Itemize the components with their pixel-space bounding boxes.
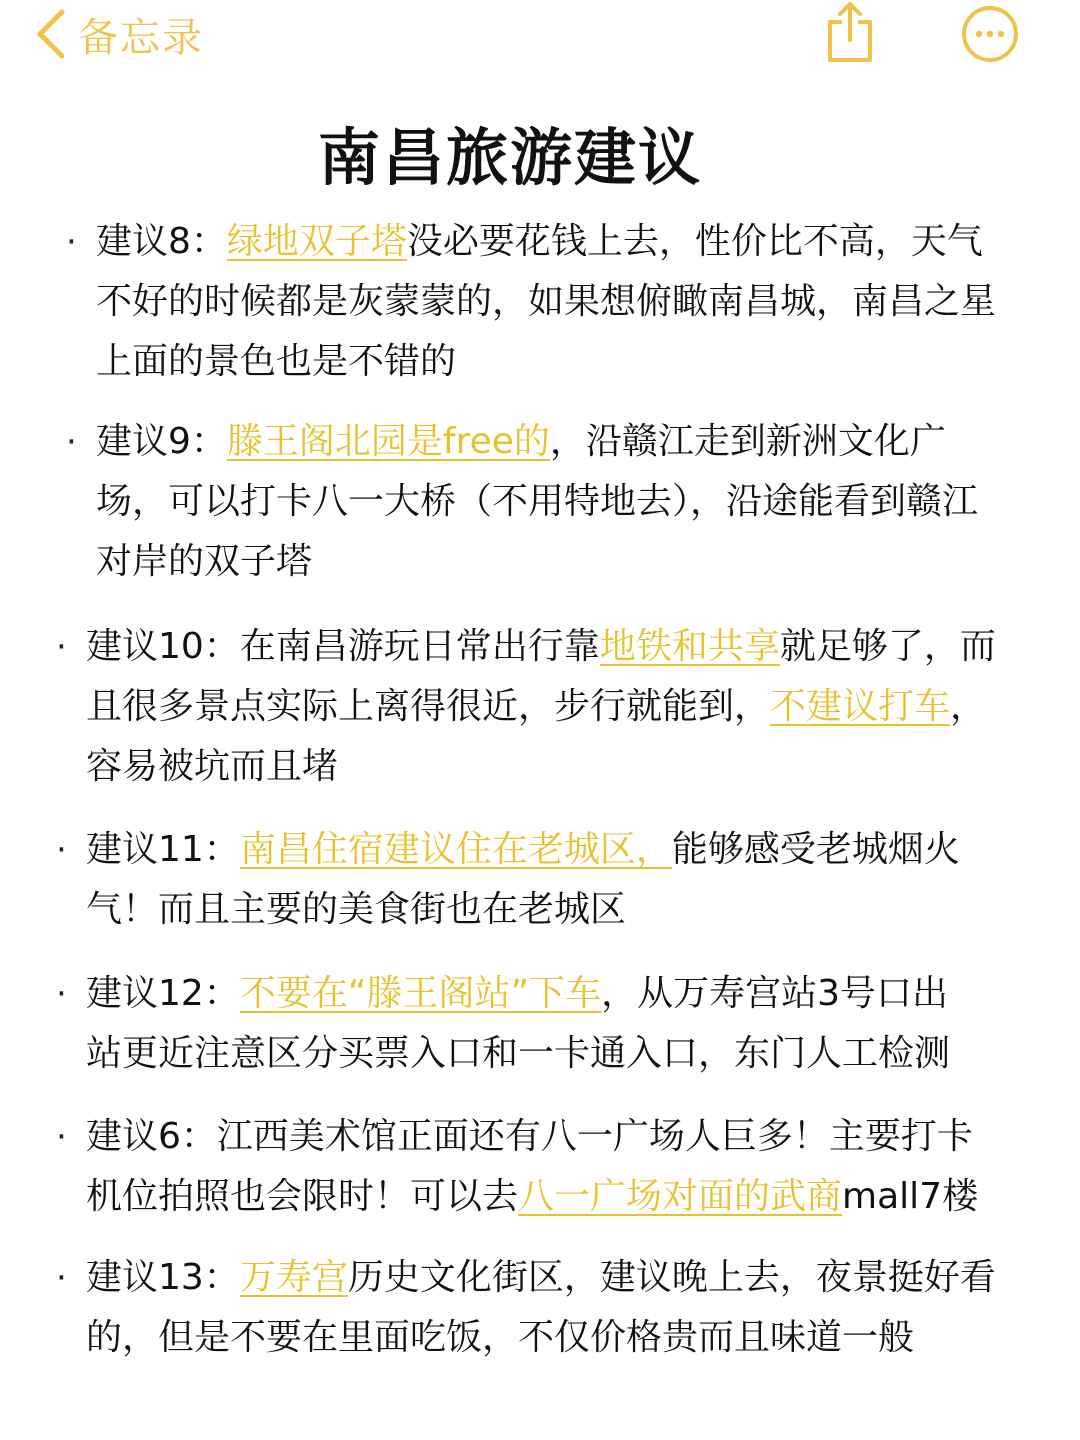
more-button[interactable] bbox=[958, 2, 1022, 66]
note-line bbox=[86, 677, 996, 737]
note-line bbox=[86, 737, 996, 797]
note-text-segment: 容易被坑而且堵 bbox=[86, 746, 339, 787]
note-line bbox=[86, 617, 996, 677]
note-text-segment: 建议10：在南昌游玩日常出行靠 bbox=[86, 626, 600, 667]
bullet-dot: · bbox=[66, 422, 77, 462]
nav-bar bbox=[0, 0, 1080, 70]
bullet-dot: · bbox=[56, 830, 67, 870]
note-title: 南昌旅游建议 bbox=[317, 121, 702, 194]
note-text-segment: 场，可以打卡八一大桥（不用特地去），沿途能看到赣江 bbox=[96, 481, 979, 522]
highlighted-link[interactable]: 八一广场对面的武商 bbox=[518, 1176, 843, 1217]
note-text-segment: 建议9： bbox=[96, 421, 227, 462]
highlighted-link[interactable]: 不建议打车 bbox=[770, 686, 951, 727]
note-text-segment: 机位拍照也会限时！可以去 bbox=[86, 1176, 519, 1217]
note-line bbox=[96, 272, 996, 332]
note-line bbox=[86, 1248, 996, 1308]
note-line bbox=[96, 332, 996, 392]
note-item-text bbox=[86, 1107, 978, 1227]
note-text-segment: ，从万寿宫站3号口出 bbox=[601, 973, 949, 1014]
note-line bbox=[96, 212, 996, 272]
note-text-segment: 建议12： bbox=[86, 973, 240, 1014]
note-item-text bbox=[86, 964, 950, 1084]
note-line bbox=[86, 1308, 996, 1368]
note-item-text bbox=[86, 1248, 996, 1368]
note-text-segment: 上面的景色也是不错的 bbox=[96, 341, 457, 382]
note-text-segment: 站更近注意区分买票入口和一卡通入口，东门人工检测 bbox=[86, 1033, 951, 1074]
bullet-dot: · bbox=[56, 1117, 67, 1157]
note-line bbox=[86, 1167, 978, 1227]
note-text-segment: 建议8： bbox=[96, 221, 227, 262]
note-item-text bbox=[86, 820, 960, 940]
note-line bbox=[96, 412, 978, 472]
note-text-segment: ， bbox=[950, 686, 987, 727]
note-item-text bbox=[96, 412, 978, 592]
note-text-segment: 能够感受老城烟火 bbox=[671, 829, 960, 870]
note-text-segment: 的，但是不要在里面吃饭，不仅价格贵而且味道一般 bbox=[86, 1317, 915, 1358]
note-text-segment: 就足够了，而 bbox=[779, 626, 996, 667]
chevron-left-icon bbox=[32, 8, 68, 60]
note-item-text bbox=[96, 212, 996, 392]
note-text-segment: 对岸的双子塔 bbox=[96, 541, 313, 582]
highlighted-link[interactable]: 南昌住宿建议住在老城区， bbox=[239, 829, 672, 870]
note-text-segment: 气！而且主要的美食街也在老城区 bbox=[86, 889, 627, 930]
share-icon bbox=[820, 0, 880, 64]
note-line bbox=[86, 880, 960, 940]
note-line bbox=[86, 820, 960, 880]
note-text-segment: 建议11： bbox=[86, 829, 240, 870]
back-label: 备忘录 bbox=[78, 14, 204, 61]
note-text-segment: 不好的时候都是灰蒙蒙的，如果想俯瞰南昌城，南昌之星 bbox=[96, 281, 997, 322]
note-text-segment: 建议13： bbox=[86, 1257, 240, 1298]
note-text-segment: mall7楼 bbox=[842, 1176, 979, 1217]
more-icon bbox=[958, 2, 1022, 66]
note-item-text bbox=[86, 617, 996, 797]
note-text-segment: 历史文化街区，建议晚上去，夜景挺好看 bbox=[347, 1257, 996, 1298]
bullet-dot: · bbox=[66, 222, 77, 262]
note-line bbox=[96, 472, 978, 532]
note-line bbox=[96, 532, 978, 592]
note-text-segment: 且很多景点实际上离得很近，步行就能到， bbox=[86, 686, 771, 727]
back-button[interactable] bbox=[32, 6, 204, 62]
note-line bbox=[86, 1024, 950, 1084]
highlighted-link[interactable]: 万寿宫 bbox=[239, 1257, 348, 1298]
note-line bbox=[86, 964, 950, 1024]
note-text-segment: ，沿赣江走到新洲文化广 bbox=[549, 421, 946, 462]
note-line bbox=[86, 1107, 978, 1167]
highlighted-link[interactable]: 绿地双子塔 bbox=[226, 221, 407, 262]
note-text-segment: 没必要花钱上去，性价比不高，天气 bbox=[406, 221, 983, 262]
bullet-dot: · bbox=[56, 627, 67, 667]
highlighted-link[interactable]: 滕王阁北园是free的 bbox=[226, 421, 550, 462]
bullet-dot: · bbox=[56, 974, 67, 1014]
share-button[interactable] bbox=[820, 0, 880, 64]
note-text-segment: 建议6：江西美术馆正面还有八一广场人巨多！主要打卡 bbox=[86, 1116, 973, 1157]
highlighted-link[interactable]: 不要在“滕王阁站”下车 bbox=[239, 973, 602, 1014]
highlighted-link[interactable]: 地铁和共享 bbox=[599, 626, 780, 667]
bullet-dot: · bbox=[56, 1258, 67, 1298]
